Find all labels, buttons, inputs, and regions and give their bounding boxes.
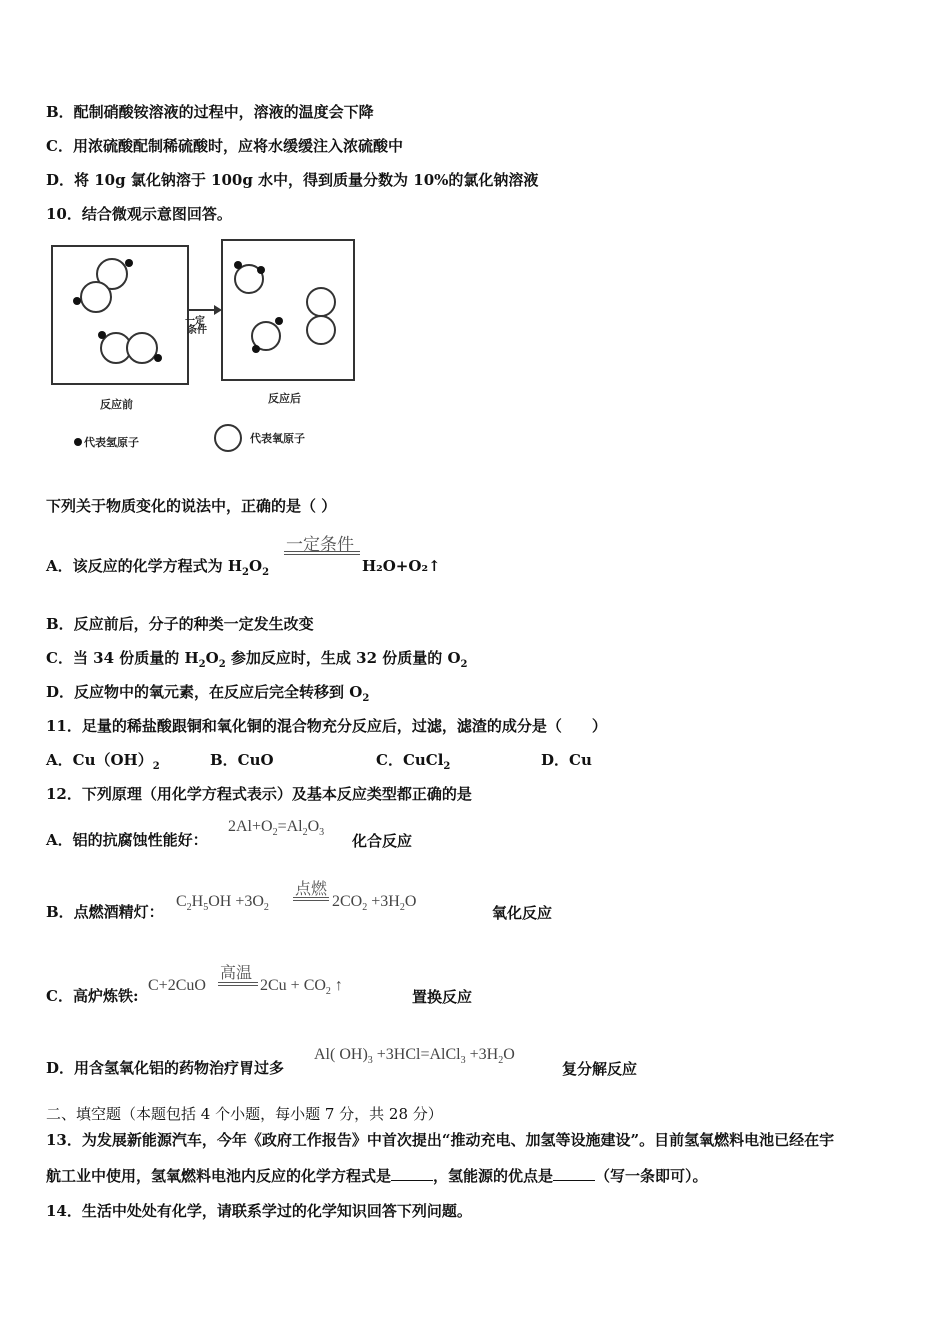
before-label: 反应前 bbox=[100, 398, 133, 411]
q11-option-b: B．CuO bbox=[210, 751, 274, 769]
q12-b-reactants: $C_2H_5OH +3O_2$ bbox=[176, 893, 269, 914]
legend-o-label: 代表氧原子 bbox=[250, 432, 305, 445]
q12-d-type: 复分解反应 bbox=[562, 1060, 638, 1078]
q12-c-condition: 高温 bbox=[220, 965, 253, 982]
q10-option-d: D．反应物中的氧元素，在反应后完全转移到 $O_2$ bbox=[46, 683, 370, 704]
q12-b-equals-bar bbox=[293, 897, 329, 901]
q10-a-equals-bar bbox=[284, 551, 360, 555]
q13-line2: 航工业中使用，氢氧燃料电池内反应的化学方程式是 ，氢能源的优点是 （写一条即可）。 bbox=[46, 1167, 708, 1185]
q10-option-c: C．当 34 份质量的 $H_2O_2$ 参加反应时，生成 32 份质量的 $O_2$ bbox=[46, 649, 468, 670]
q11-option-a: A．$Cu(OH)_2$ bbox=[46, 751, 160, 772]
q9-option-b: B．配制硝酸铵溶液的过程中，溶液的温度会下降 bbox=[46, 103, 374, 121]
q12-stem: 12．下列原理（用化学方程式表示）及基本反应类型都正确的是 bbox=[46, 785, 472, 803]
q12-option-c-label: C．高炉炼铁: bbox=[46, 987, 139, 1005]
q12-b-products: $2CO_2 +3H_2O$ bbox=[332, 893, 417, 914]
o2-molecule bbox=[307, 288, 335, 344]
legend-h-label: 代表氢原子 bbox=[84, 436, 139, 449]
legend-o-circle bbox=[215, 425, 241, 451]
after-box bbox=[222, 240, 354, 380]
q10-a-condition: 一定条件 bbox=[286, 535, 354, 554]
q9-option-c: C．用浓硫酸配制稀硫酸时，应将水缓缓注入浓硫酸中 bbox=[46, 137, 403, 155]
q11-option-c: C．CuCl$_2$ bbox=[376, 751, 451, 772]
h2o2-molecule-1 bbox=[81, 259, 127, 312]
q13-line1: 13．为发展新能源汽车，今年《政府工作报告》中首次提出“推动充电、加氢等设施建设”。目前氢氧燃料电池已经在宇 bbox=[46, 1131, 835, 1149]
q10-question: 下列关于物质变化的说法中，正确的是（ ） bbox=[46, 497, 337, 515]
arrow-condition-top: 一定 bbox=[185, 316, 205, 327]
h2o2-molecule-2 bbox=[101, 333, 157, 363]
q12-b-type: 氧化反应 bbox=[492, 904, 553, 922]
after-label: 反应后 bbox=[268, 392, 301, 405]
q12-c-products: $2Cu + CO_2$ ↑ bbox=[260, 977, 343, 998]
q12-option-b-label: B．点燃酒精灯： bbox=[46, 903, 164, 921]
q10-a-product: H₂O+O₂↑ bbox=[362, 557, 441, 575]
q12-a-equation: $2Al+O_2=Al_2O_3$ bbox=[228, 818, 325, 839]
q12-d-equation: Al( $OH)_3$ +3HCl=AlCl$_3$ $+3H_2O$ bbox=[314, 1046, 515, 1067]
section-heading: 二、填空题（本题包括 4 个小题，每小题 7 分，共 28 分） bbox=[46, 1105, 443, 1123]
q9-option-d: D．将 10g 氯化钠溶于 100g 水中，得到质量分数为 10%的氯化钠溶液 bbox=[46, 171, 539, 189]
q13-blank-2[interactable] bbox=[553, 1166, 595, 1181]
q13-blank-1[interactable] bbox=[391, 1166, 433, 1181]
q12-c-reactants: C+2CuO bbox=[148, 977, 206, 994]
q11-stem: 11．足量的稀盐酸跟铜和氧化铜的混合物充分反应后，过滤，滤渣的成分是（ ） bbox=[46, 717, 607, 735]
q12-b-condition: 点燃 bbox=[295, 881, 328, 898]
legend-h-dot bbox=[74, 438, 82, 446]
q12-option-a-label: A．铝的抗腐蚀性能好： bbox=[46, 831, 208, 849]
q10-option-b: B．反应前后，分子的种类一定发生改变 bbox=[46, 615, 314, 633]
q12-c-equals-bar bbox=[218, 982, 258, 986]
q12-option-d-label: D．用含氢氧化铝的药物治疗胃过多 bbox=[46, 1059, 285, 1077]
q10-stem: 10．结合微观示意图回答。 bbox=[46, 205, 232, 223]
micro-diagram bbox=[40, 232, 370, 462]
q14-stem: 14．生活中处处有化学，请联系学过的化学知识回答下列问题。 bbox=[46, 1202, 472, 1220]
q10-option-a: A．该反应的化学方程式为 $H_2O_2$ bbox=[46, 557, 270, 578]
arrow-condition-bottom: 条件 bbox=[187, 325, 207, 336]
q12-c-type: 置换反应 bbox=[412, 988, 473, 1006]
q11-option-d: D．Cu bbox=[541, 751, 592, 769]
q12-a-type: 化合反应 bbox=[352, 832, 413, 850]
